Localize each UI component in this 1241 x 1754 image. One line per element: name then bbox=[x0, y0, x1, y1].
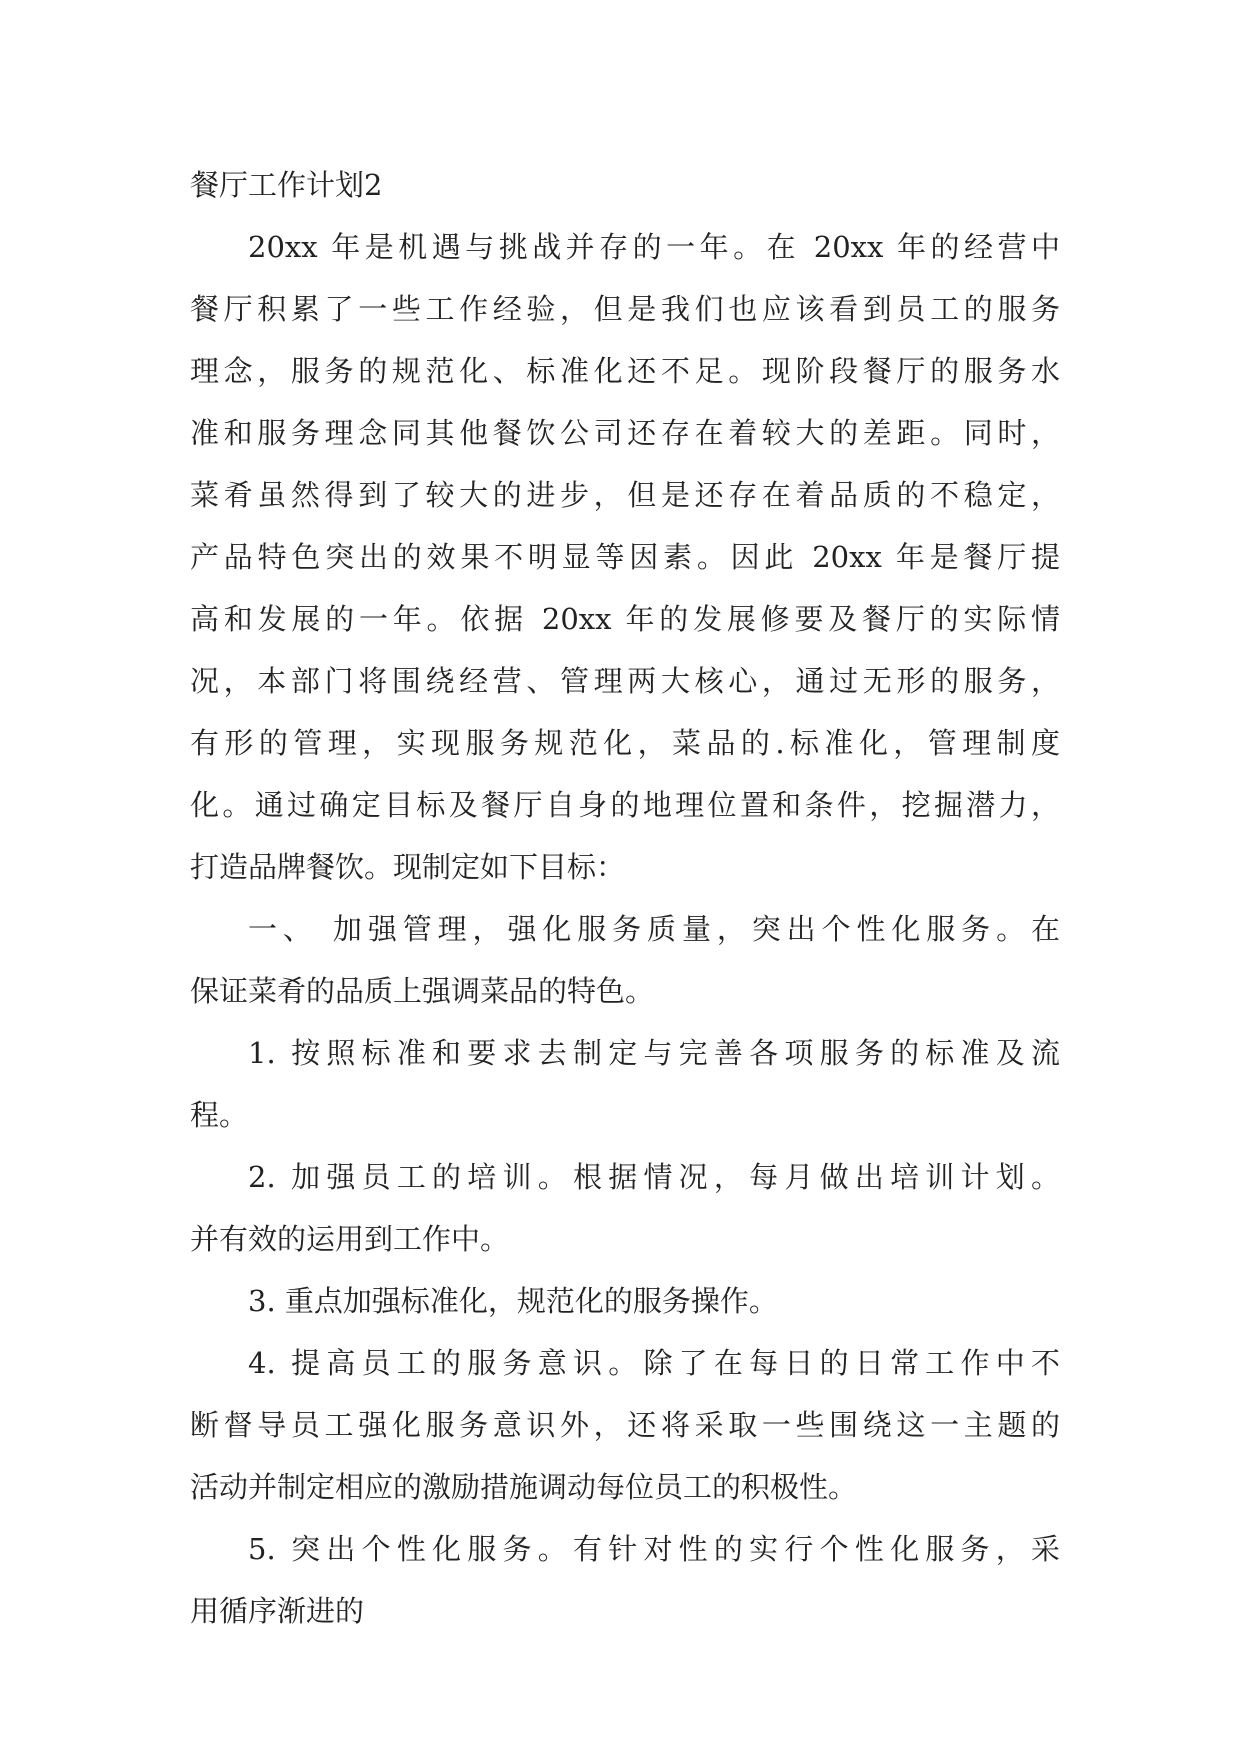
text-line: 准和服务理念同其他餐饮公司还存在着较大的差距。同时， bbox=[190, 416, 1060, 450]
text-line: 产品特色突出的效果不明显等因素。因此 20xx 年是餐厅提 bbox=[190, 540, 1060, 574]
text-line: 保证菜肴的品质上强调菜品的特色。 bbox=[190, 974, 655, 1008]
paragraph-item-3 bbox=[190, 1270, 1060, 1332]
paragraph-section-one bbox=[190, 898, 1060, 1022]
document-body bbox=[190, 154, 1060, 1642]
text-line: 用循序渐进的 bbox=[190, 1594, 365, 1628]
text-line: 一、 加强管理，强化服务质量，突出个性化服务。在 bbox=[248, 912, 1060, 946]
paragraph-item-1 bbox=[190, 1022, 1060, 1146]
text-line: 化。通过确定目标及餐厅自身的地理位置和条件，挖掘潜力， bbox=[190, 788, 1060, 822]
text-line: 并有效的运用到工作中。 bbox=[190, 1222, 510, 1256]
text-line: 菜肴虽然得到了较大的进步，但是还存在着品质的不稳定， bbox=[190, 478, 1060, 512]
paragraph-intro bbox=[190, 216, 1060, 898]
paragraph-item-4 bbox=[190, 1332, 1060, 1518]
text-line: 20xx 年是机遇与挑战并存的一年。在 20xx 年的经营中 bbox=[248, 230, 1060, 264]
text-line: 况，本部门将围绕经营、管理两大核心，通过无形的服务， bbox=[190, 664, 1060, 698]
paragraph-item-2 bbox=[190, 1146, 1060, 1270]
text-line: 断督导员工强化服务意识外，还将采取一些围绕这一主题的 bbox=[190, 1408, 1060, 1442]
paragraph-item-5 bbox=[190, 1518, 1060, 1642]
text-line: 打造品牌餐饮。现制定如下目标： bbox=[190, 850, 626, 884]
text-line: 高和发展的一年。依据 20xx 年的发展修要及餐厅的实际情 bbox=[190, 602, 1060, 636]
text-line: 有形的管理，实现服务规范化，菜品的.标准化，管理制度 bbox=[190, 726, 1060, 760]
text-line: 3. 重点加强标准化，规范化的服务操作。 bbox=[248, 1284, 778, 1318]
text-line: 餐厅积累了一些工作经验，但是我们也应该看到员工的服务 bbox=[190, 292, 1060, 326]
text-line: 2. 加强员工的培训。根据情况，每月做出培训计划。 bbox=[248, 1160, 1060, 1194]
text-line: 程。 bbox=[190, 1098, 249, 1132]
text-line: 1. 按照标准和要求去制定与完善各项服务的标准及流 bbox=[248, 1036, 1060, 1070]
text-line: 理念，服务的规范化、标准化还不足。现阶段餐厅的服务水 bbox=[190, 354, 1060, 388]
text-line: 5. 突出个性化服务。有针对性的实行个性化服务，采 bbox=[248, 1532, 1060, 1566]
document-title: 餐厅工作计划2 bbox=[190, 168, 383, 202]
text-line: 活动并制定相应的激励措施调动每位员工的积极性。 bbox=[190, 1470, 858, 1504]
text-line: 4. 提高员工的服务意识。除了在每日的日常工作中不 bbox=[248, 1346, 1060, 1380]
